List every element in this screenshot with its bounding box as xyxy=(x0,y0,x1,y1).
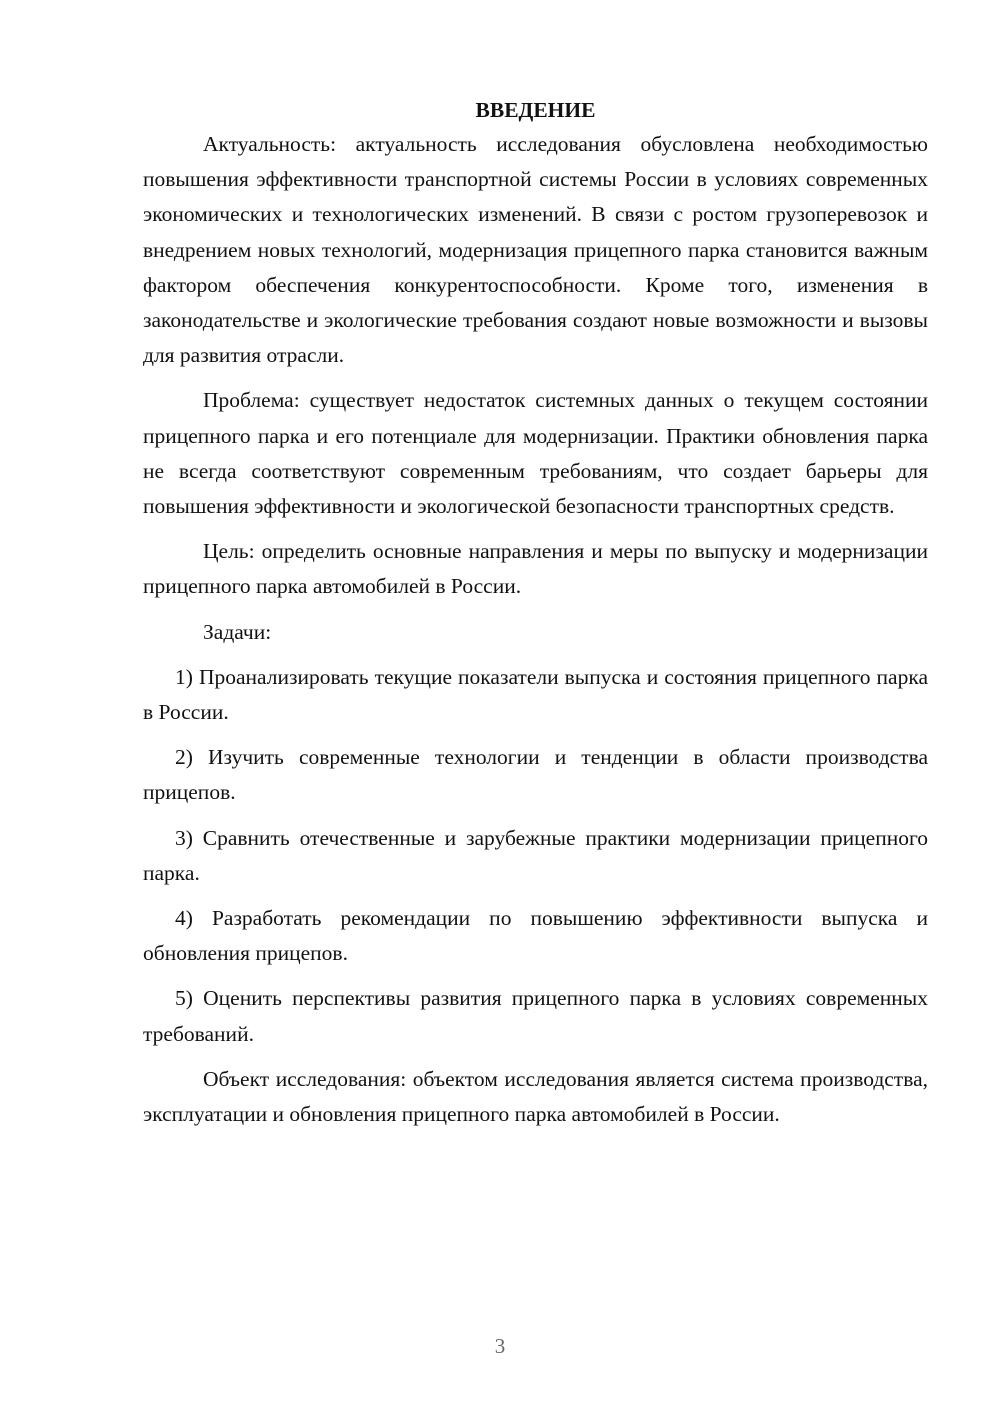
task-item: 3) Сравнить отечественные и зарубежные практики модернизации прицепного парка. xyxy=(143,825,928,885)
tasks-heading: Задачи: xyxy=(203,619,272,644)
goal-paragraph: Цель: определить основные направления и меры по выпуску и модернизации прицепного парка автомобилей в России. xyxy=(143,539,928,599)
task-item: 5) Оценить перспективы развития прицепного парка в условиях современных требований. xyxy=(143,986,928,1046)
problem-paragraph: Проблема: существует недостаток системных данных о текущем состоянии прицепного парка и его потенциале для модернизации. Практики обновления парка не всегда соответствуют современным требованиям, что создает барьеры для повышения эффективности и экологической безопасности транспортных средств. xyxy=(143,388,928,519)
task-item: 2) Изучить современные технологии и тенденции в области производства прицепов. xyxy=(143,745,928,805)
page-content xyxy=(143,94,928,1132)
task-item: 4) Разработать рекомендации по повышению эффективности выпуска и обновления прицепов. xyxy=(143,906,928,966)
object-paragraph: Объект исследования: объектом исследования является система производства, эксплуатации и обновления прицепного парка автомобилей в России. xyxy=(143,1066,928,1127)
page-title: ВВЕДЕНИЕ xyxy=(475,98,596,122)
page-number: 3 xyxy=(494,1334,506,1358)
relevance-paragraph: Актуальность: актуальность исследования обусловлена необходимостью повышения эффективности транспортной системы России в условиях современных экономических и технологических изменений. В связи с ростом грузоперевозок и внедрением новых технологий, модернизация прицепного парка становится важным фактором обеспечения конкурентоспособности. Кроме того, изменения в законодательстве и экологические требования создают новые возможности и вызовы для развития отрасли. xyxy=(143,132,928,368)
task-item: 1) Проанализировать текущие показатели выпуска и состояния прицепного парка в России. xyxy=(143,664,928,725)
